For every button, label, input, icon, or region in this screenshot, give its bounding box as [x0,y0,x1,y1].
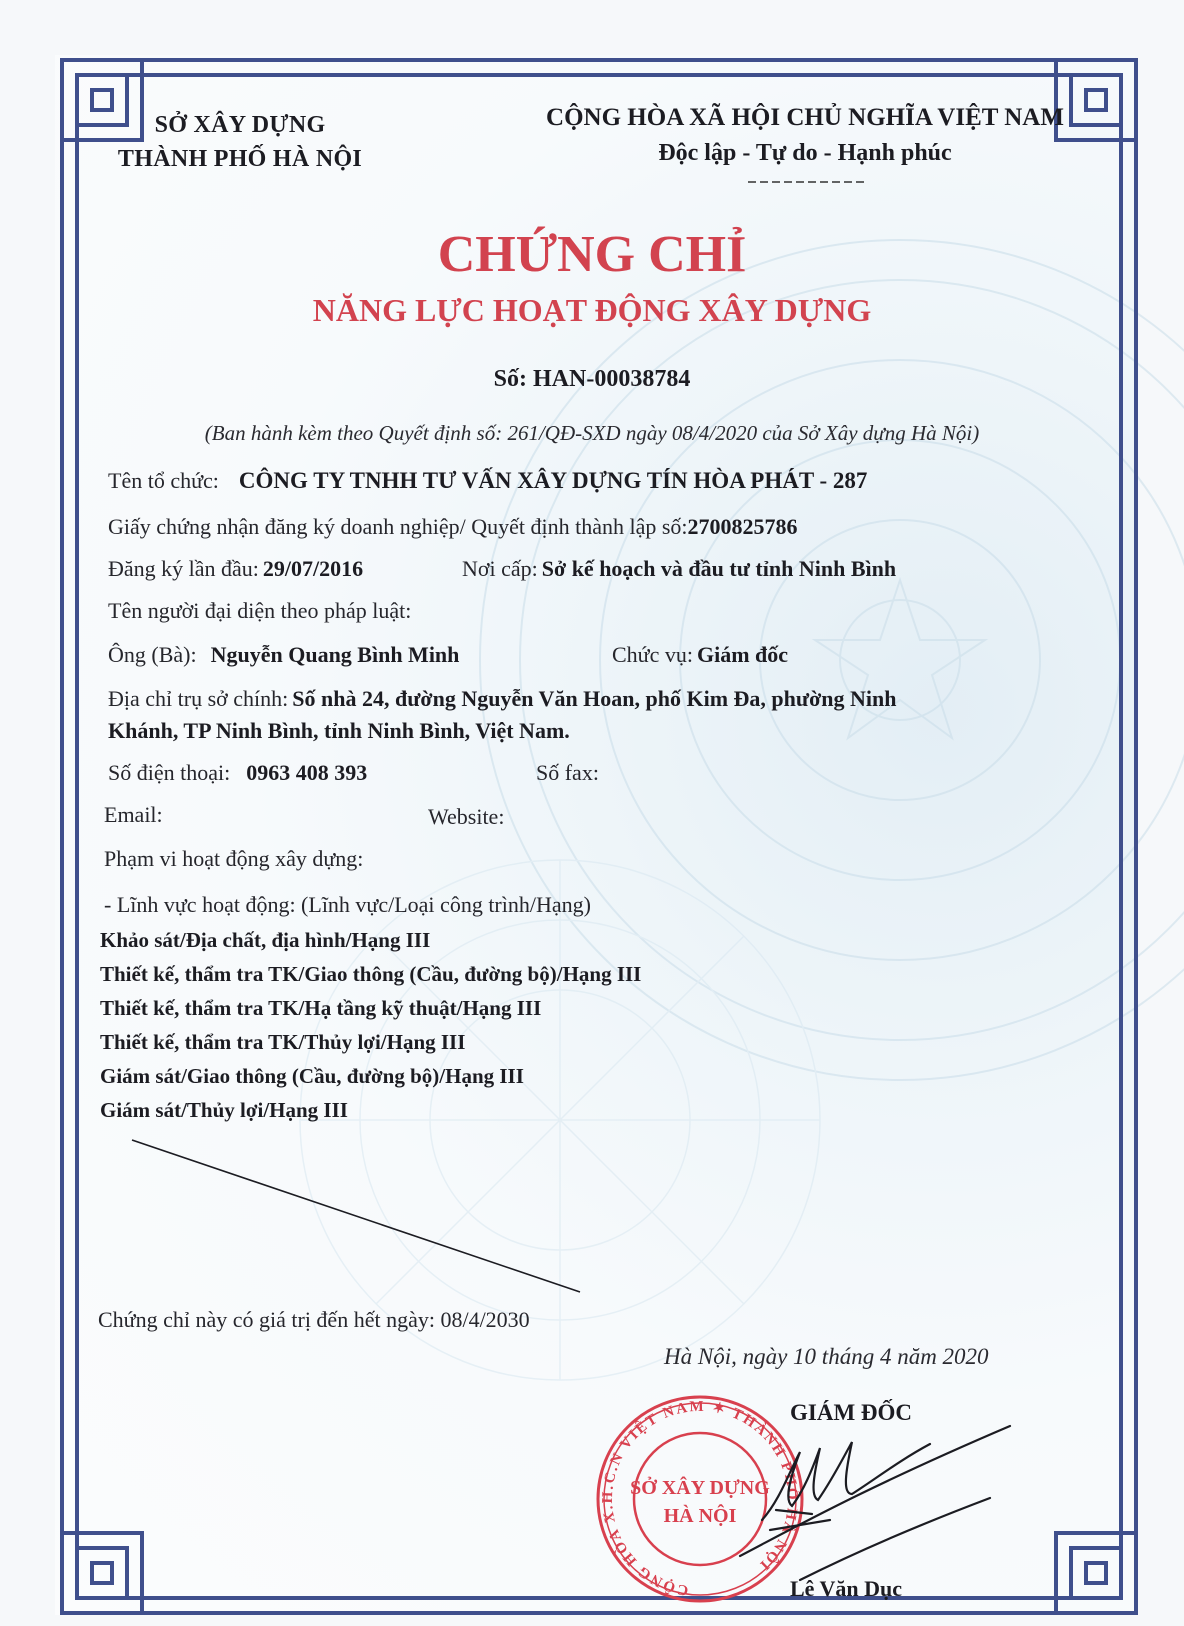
issued-by-label: Nơi cấp: [462,556,538,581]
seal-center-line2: HÀ NỘI [663,1505,737,1527]
org-name: CÔNG TY TNHH TƯ VẤN XÂY DỰNG TÍN HÒA PHÁT - 287 [238,468,868,493]
certificate-title: CHỨNG CHỈ [437,226,747,283]
nation-name: CỘNG HÒA XÃ HỘI CHỦ NGHĨA VIỆT NAM [546,104,1064,131]
fax-label: Số fax: [536,760,599,785]
position-label: Chức vụ: [612,642,693,667]
seal-ring-text: CỘNG HÒA X.H.C.N VIỆT NAM ✶ THÀNH PHỐ HÀ NỘI [599,1398,801,1599]
issuer-name: SỞ XÂY DỰNG [154,112,326,138]
signer-title: GIÁM ĐỐC [790,1400,913,1425]
scope-heading: Phạm vi hoạt động xây dựng: [104,846,364,871]
rep-name: Nguyễn Quang Bình Minh [210,642,460,667]
issued-under: (Ban hành kèm theo Quyết định số: 261/QĐ-SXD ngày 08/4/2020 của Sở Xây dựng Hà Nội) [204,421,980,445]
address-label: Địa chỉ trụ sở chính: [108,686,289,711]
registration-number: 2700825786 [687,514,798,539]
representative-label: Tên người đại diện theo pháp luật: [108,598,412,623]
scope-item: Thiết kế, thẩm tra TK/Hạ tầng kỹ thuật/Hạng III [100,996,542,1020]
seal-center-line1: SỞ XÂY DỰNG [630,1477,770,1499]
website-label: Website: [428,804,505,829]
scope-item: Thiết kế, thẩm tra TK/Giao thông (Cầu, đường bộ)/Hạng III [100,962,642,986]
signer-name: Lê Văn Dục [790,1576,903,1601]
nation-motto: Độc lập - Tự do - Hạnh phúc [658,140,952,166]
registration-label: Giấy chứng nhận đăng ký doanh nghiệp/ Quyết định thành lập số: [108,514,688,539]
scope-item: Thiết kế, thẩm tra TK/Thủy lợi/Hạng III [100,1030,466,1054]
field-heading: - Lĩnh vực hoạt động: (Lĩnh vực/Loại công trình/Hạng) [104,892,591,917]
phone-label: Số điện thoại: [108,760,231,785]
certificate-number-value: HAN-00038784 [533,366,691,392]
address-line2: Khánh, TP Ninh Bình, tỉnh Ninh Bình, Việt Nam. [108,718,570,743]
scope-item: Giám sát/Giao thông (Cầu, đường bộ)/Hạng III [100,1064,524,1088]
phone: 0963 408 393 [246,760,368,785]
validity: Chứng chỉ này có giá trị đến hết ngày: 08/4/2030 [98,1307,530,1332]
email-label: Email: [104,802,163,827]
certificate-subtitle: NĂNG LỰC HOẠT ĐỘNG XÂY DỰNG [312,292,872,328]
first-registered-label: Đăng ký lần đầu: [108,556,259,581]
certificate-number-label: Số: [493,366,527,392]
first-registered-date: 29/07/2016 [262,556,364,581]
place-date: Hà Nội, ngày 10 tháng 4 năm 2020 [664,1344,989,1369]
org-name-label: Tên tổ chức: [108,468,219,493]
scope-item: Giám sát/Thủy lợi/Hạng III [100,1098,348,1122]
address-line1: Số nhà 24, đường Nguyễn Văn Hoan, phố Kim Đa, phường Ninh [292,686,897,711]
scope-item: Khảo sát/Địa chất, địa hình/Hạng III [100,928,431,952]
position: Giám đốc [696,642,789,667]
rep-title-label: Ông (Bà): [108,642,197,667]
issuer-city: THÀNH PHỐ HÀ NỘI [117,146,363,172]
issued-by: Sở kế hoạch và đầu tư tỉnh Ninh Bình [541,556,897,581]
